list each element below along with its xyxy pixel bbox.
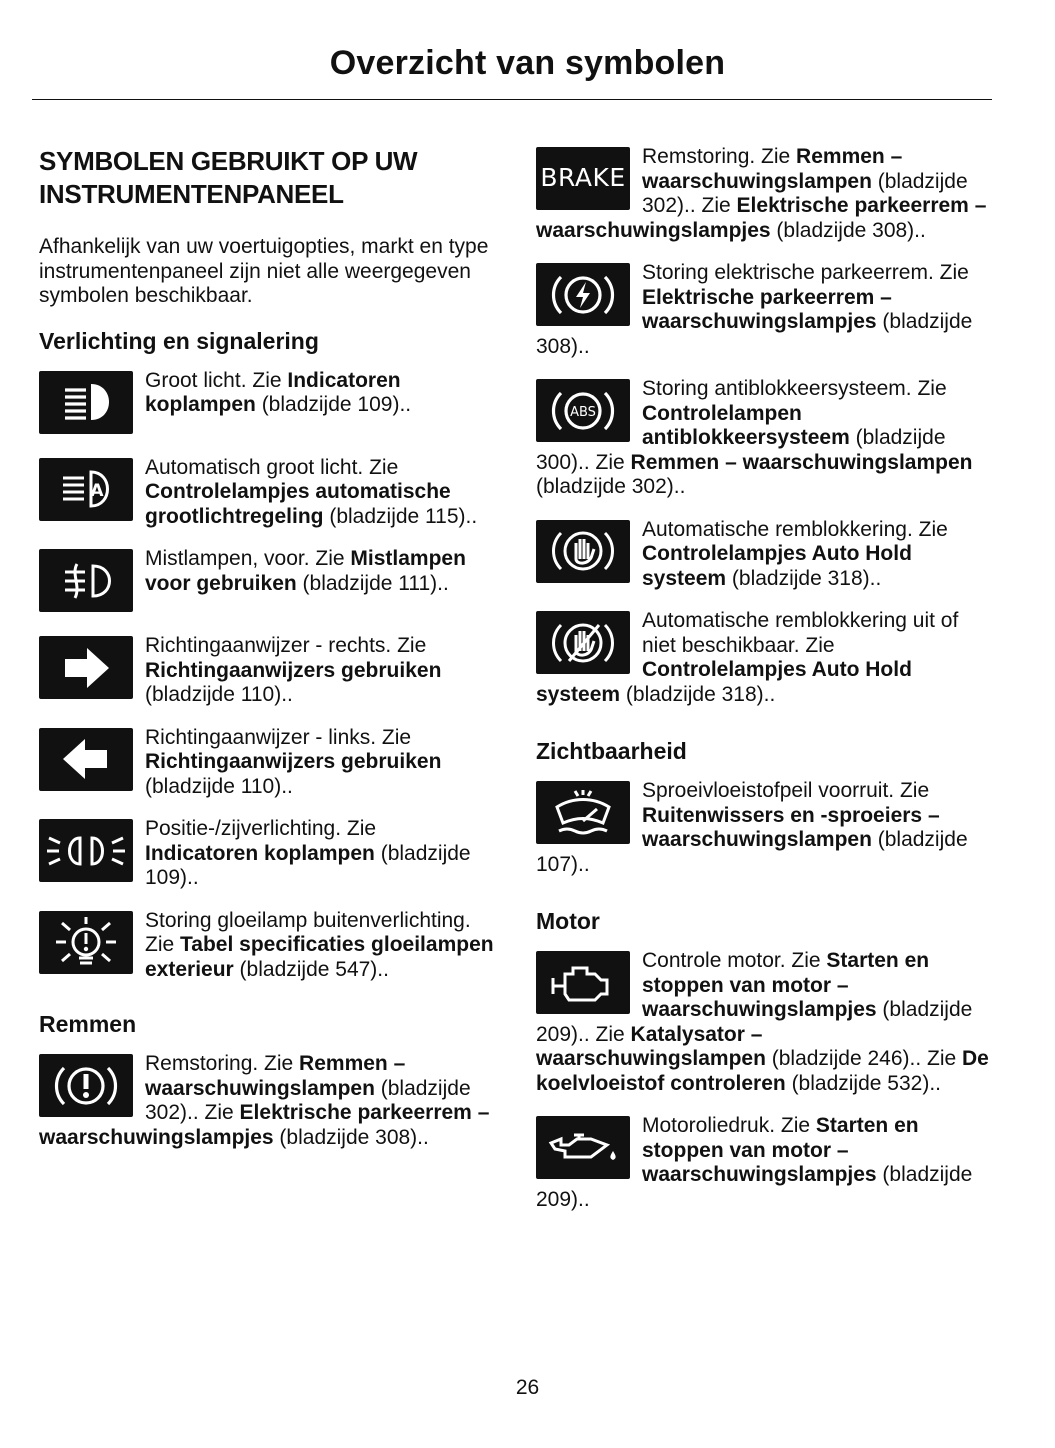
page-reference: (bladzijde 107)..: [536, 828, 968, 876]
reference-link[interactable]: Remmen – waarschuwingslampen: [145, 1052, 406, 1100]
entry-text: Controle motor. Zie: [642, 949, 827, 972]
reference-link[interactable]: Elektrische parkeerrem – waarschuwingslampjes: [39, 1101, 490, 1149]
reference-link[interactable]: De koelvloeistof controleren: [536, 1047, 989, 1095]
bulb-failure-icon: [39, 911, 133, 974]
symbol-entry: [39, 817, 494, 891]
page-number: 26: [515, 1376, 540, 1399]
page-reference: (bladzijde 115)..: [323, 504, 478, 528]
brakes-heading: Remmen: [39, 1011, 137, 1037]
page-reference: (bladzijde 532)..: [785, 1071, 941, 1095]
page-reference: (bladzijde 300).. Zie: [536, 426, 946, 474]
page-reference: (bladzijde 109)..: [145, 841, 471, 889]
entry-text: Storing elektrische parkeerrem. Zie: [642, 261, 969, 284]
entry-text: Positie-/zijverlichting. Zie: [145, 817, 377, 840]
entry-text: Remstoring. Zie: [145, 1052, 300, 1075]
symbol-entry: [39, 456, 494, 530]
page-reference: (bladzijde 547)..: [233, 957, 389, 981]
reference-link[interactable]: Tabel specificaties gloeilampen exterieur: [145, 933, 494, 981]
abs-icon: [536, 379, 630, 442]
symbol-entry: [39, 1052, 494, 1150]
page-reference: (bladzijde 308)..: [273, 1125, 429, 1149]
high-beam-icon: [39, 371, 133, 434]
auto-high-beam-icon: [39, 458, 133, 521]
auto-hold-off-icon: [536, 611, 630, 674]
abs-icon-label: ABS: [570, 404, 596, 420]
oil-pressure-icon: [536, 1116, 630, 1179]
check-engine-icon: [536, 951, 630, 1014]
page-reference: (bladzijde 302)..: [536, 475, 686, 498]
turn-signal-left-icon: [39, 728, 133, 791]
front-fog-lamp-icon: [39, 549, 133, 612]
symbol-entry: [536, 518, 991, 592]
page-title: Overzicht van symbolen: [329, 44, 726, 82]
entry-text: Automatisch groot licht. Zie: [145, 455, 399, 479]
reference-link[interactable]: Controlelampjes Auto Hold systeem: [536, 658, 912, 706]
symbol-entry: [39, 547, 494, 616]
symbol-entry: [536, 779, 991, 877]
reference-link[interactable]: Remmen – waarschuwingslampen: [642, 145, 903, 193]
turn-signal-right-icon: [39, 636, 133, 699]
reference-link[interactable]: Controlelampen antiblokkeersysteem: [642, 401, 850, 449]
reference-link[interactable]: Indicatoren koplampen: [145, 368, 401, 416]
entry-text: Groot licht. Zie: [145, 368, 288, 392]
reference-link[interactable]: Katalysator – waarschuwingslampen: [536, 1022, 766, 1070]
brake-icon-label: BRAKE: [540, 163, 626, 193]
reference-link[interactable]: Richtingaanwijzers gebruiken: [145, 658, 442, 682]
entry-text: Mistlampen, voor. Zie: [145, 547, 351, 570]
entry-text: Richtingaanwijzer - rechts. Zie: [145, 634, 427, 657]
page-reference: (bladzijde 318)..: [620, 682, 776, 706]
right-column: [536, 145, 991, 1230]
left-column: [39, 145, 494, 1168]
intro-paragraph: Afhankelijk van uw voertuigopties, markt en type instrumentenpaneel zijn niet alle weergegeven symbolen beschikbaar.: [39, 235, 489, 307]
page-reference: (bladzijde 109)..: [255, 393, 412, 416]
reference-link[interactable]: Indicatoren koplampen: [145, 841, 375, 865]
page-reference: (bladzijde 246).. Zie: [765, 1047, 963, 1070]
reference-link[interactable]: Richtingaanwijzers gebruiken: [145, 750, 442, 773]
section-heading: SYMBOLEN GEBRUIKT OP UW INSTRUMENTENPANEEL: [39, 146, 418, 209]
svg-text:A: A: [90, 481, 104, 501]
symbol-entry: [39, 634, 494, 708]
page-reference: (bladzijde 111)..: [296, 571, 449, 595]
page-reference: (bladzijde 318)..: [726, 566, 882, 590]
electric-parking-brake-icon: [536, 263, 630, 326]
reference-link[interactable]: Controlelampjes automatische grootlichtregeling: [145, 480, 451, 528]
symbol-entry: [536, 145, 991, 243]
entry-text: Storing antiblokkeersysteem. Zie: [642, 377, 947, 400]
symbol-entry: [536, 377, 991, 500]
washer-fluid-icon: [536, 781, 630, 844]
reference-link[interactable]: Starten en stoppen van motor – waarschuwingslampjes: [642, 1114, 919, 1186]
symbol-entry: [39, 726, 494, 800]
reference-link[interactable]: Mistlampen voor gebruiken: [145, 547, 466, 595]
entry-text: Automatische remblokkering. Zie: [642, 517, 948, 541]
symbol-entry: [39, 369, 494, 438]
reference-link[interactable]: Starten en stoppen van motor – waarschuwingslampjes: [642, 949, 930, 1021]
auto-hold-icon: [536, 520, 630, 583]
page-reference: (bladzijde 209).. Zie: [536, 998, 973, 1046]
reference-link[interactable]: Remmen – waarschuwingslampen: [630, 450, 973, 474]
page-reference: (bladzijde 209)..: [536, 1163, 973, 1211]
reference-link[interactable]: Ruitenwissers en -sproeiers – waarschuwingslampen: [642, 803, 940, 851]
entry-text: Sproeivloeistofpeil voorruit. Zie: [642, 779, 930, 802]
symbol-entry: [39, 909, 494, 983]
brake-text-icon: [536, 147, 630, 210]
symbol-entry: [536, 261, 991, 359]
entry-text: Automatische remblokkering uit of niet beschikbaar. Zie: [642, 609, 959, 657]
position-lamp-icon: [39, 819, 133, 882]
entry-text: Motoroliedruk. Zie: [642, 1114, 816, 1137]
symbol-entry: [536, 609, 991, 707]
entry-text: Richtingaanwijzer - links. Zie: [145, 725, 412, 749]
reference-link[interactable]: Controlelampjes Auto Hold systeem: [642, 542, 912, 590]
page-reference: (bladzijde 302).. Zie: [145, 1076, 471, 1124]
lighting-heading: Verlichting en signalering: [39, 327, 319, 354]
brake-warning-icon: [39, 1054, 133, 1117]
visibility-heading: Zichtbaarheid: [536, 738, 687, 764]
page-reference: (bladzijde 302).. Zie: [642, 169, 968, 217]
page-reference: (bladzijde 308)..: [536, 310, 973, 358]
entry-text: Storing gloeilamp buitenverlichting. Zie: [145, 908, 471, 956]
engine-heading: Motor: [536, 908, 600, 934]
symbol-entry: [536, 949, 991, 1096]
page-reference: (bladzijde 110)..: [145, 774, 293, 798]
reference-link[interactable]: Elektrische parkeerrem – waarschuwingslampjes: [642, 285, 892, 333]
entry-text: Remstoring. Zie: [642, 145, 797, 168]
page-reference: (bladzijde 110)..: [145, 683, 293, 706]
page-reference: (bladzijde 308)..: [770, 218, 926, 242]
reference-link[interactable]: Elektrische parkeerrem – waarschuwingslampjes: [536, 194, 987, 242]
title-divider: [32, 99, 992, 100]
symbol-entry: [536, 1114, 991, 1212]
